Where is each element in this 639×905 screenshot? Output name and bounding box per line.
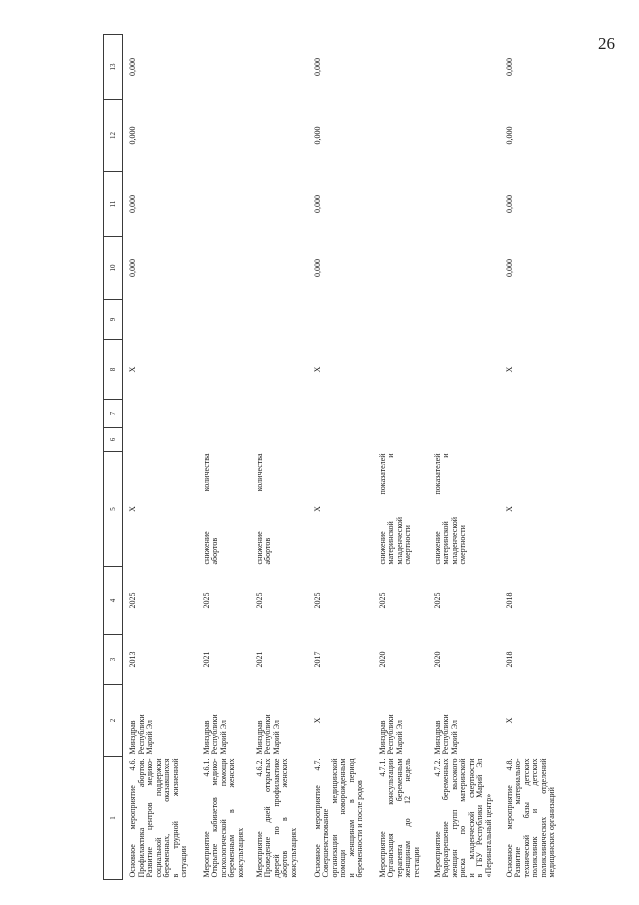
table-row	[308, 35, 373, 880]
table-cell-col-11: 0,000	[312, 195, 322, 213]
cell-line: Минздрав	[128, 720, 137, 755]
table-cell-col-4: 2025	[254, 592, 264, 609]
measures-table-wrapper	[103, 35, 588, 880]
table-cell-col-1	[197, 757, 250, 880]
cell-line: Минздрав	[377, 720, 387, 755]
table-cell-col-1	[500, 757, 590, 880]
cell-line: Марий Эл	[145, 720, 154, 755]
table-cell-col-9	[373, 300, 428, 340]
column-number-8: 8	[104, 340, 123, 400]
cell-line: социальной поддержки	[153, 758, 163, 878]
column-number-1: 1	[104, 757, 123, 880]
table-cell-col-11: 0,000	[128, 195, 137, 213]
table-cell-col-12	[250, 100, 308, 172]
table-cell-col-12	[197, 100, 250, 172]
table-row	[250, 35, 308, 880]
column-number-12: 12	[104, 100, 123, 172]
cell-line: риска по материнской	[458, 758, 467, 878]
table-cell-col-4: 2025	[377, 592, 387, 609]
cell-line: снижение показателей	[432, 453, 442, 565]
cell-line: дверей по профилактике	[271, 758, 281, 878]
cell-line: «Перинатальный центр»	[483, 793, 493, 878]
table-cell-col-13: 0,000	[312, 58, 322, 76]
cell-line: Основное мероприятие 4.8.	[504, 758, 514, 878]
table-cell-col-12: 0,000	[312, 126, 322, 145]
column-number-9: 9	[104, 300, 123, 340]
column-number-10: 10	[104, 237, 123, 300]
table-cell-col-2	[373, 685, 428, 757]
table-row	[428, 35, 500, 880]
table-cell-col-1	[123, 757, 197, 880]
cell-line: беременности и после родов	[355, 780, 364, 878]
cell-line: материнской и	[386, 453, 395, 565]
table-cell-col-2	[123, 685, 197, 757]
table-cell-col-10	[197, 237, 250, 300]
cell-line: Минздрав	[201, 720, 211, 755]
table-cell-col-7	[500, 400, 590, 428]
cell-line: абортов	[263, 537, 272, 565]
table-row	[500, 35, 590, 880]
cell-line: помощи новорожденным	[338, 758, 347, 878]
table-cell-col-10	[250, 237, 308, 300]
column-number-4: 4	[104, 567, 123, 635]
cell-line: Развитие материально-	[513, 758, 522, 878]
table-cell-col-3: 2020	[377, 651, 387, 668]
cell-line: Мероприятие 4.7.1.	[377, 758, 387, 878]
column-number-11: 11	[104, 172, 123, 237]
cell-line: Республики	[210, 714, 219, 755]
table-cell-col-5: X	[504, 506, 514, 512]
cell-line: Республики	[136, 714, 146, 755]
column-number-7: 7	[104, 400, 123, 428]
cell-line: снижение количества	[201, 453, 211, 565]
table-cell-col-10	[428, 237, 500, 300]
column-number-row	[104, 35, 123, 880]
table-cell-col-12: 0,000	[128, 126, 137, 145]
cell-line: Мероприятие 4.6.2.	[254, 758, 264, 878]
table-row	[373, 35, 428, 880]
cell-line: беременным в женских	[227, 758, 236, 878]
cell-line: снижение показателей	[377, 453, 387, 565]
table-cell-col-8: X	[312, 366, 322, 373]
cell-line: консультациях	[288, 827, 298, 878]
cell-line: психологической помощи	[218, 758, 228, 878]
table-cell-col-3: 2018	[504, 651, 514, 668]
table-row	[197, 35, 250, 880]
table-cell-col-5	[197, 452, 250, 567]
cell-line: ситуации	[179, 845, 188, 878]
table-cell-col-7	[197, 400, 250, 428]
cell-line: Республики	[441, 714, 450, 755]
cell-line: Профилактика абортов.	[136, 758, 146, 878]
table-cell-col-11	[197, 172, 250, 237]
table-cell-col-6	[500, 428, 590, 452]
cell-line: Основное мероприятие 4.6.	[128, 758, 137, 878]
table-cell-col-3: 2021	[254, 651, 264, 668]
cell-line: Совершенствование	[321, 808, 330, 878]
table-cell-col-7	[428, 400, 500, 428]
table-cell-col-10: 0,000	[504, 259, 514, 277]
cell-line: абортов	[210, 537, 219, 565]
table-cell-col-3: 2017	[312, 651, 322, 668]
table-cell-col-5	[250, 452, 308, 567]
cell-line: организации медицинской	[329, 758, 339, 878]
table-row	[123, 35, 197, 880]
cell-line: снижение количества	[254, 453, 264, 565]
table-cell-col-12	[428, 100, 500, 172]
table-cell-col-1	[250, 757, 308, 880]
table-cell-col-11	[250, 172, 308, 237]
cell-line: и младенческой смертности	[466, 758, 476, 878]
cell-line: смертности	[403, 525, 412, 565]
column-number-3: 3	[104, 635, 123, 685]
table-cell-col-11	[428, 172, 500, 237]
table-cell-col-6	[428, 428, 500, 452]
cell-line: Открытие кабинетов медико-	[210, 758, 219, 878]
table-cell-col-1	[428, 757, 500, 880]
table-cell-col-13	[250, 35, 308, 100]
table-cell-col-6	[197, 428, 250, 452]
table-cell-col-12	[373, 100, 428, 172]
column-number-6: 6	[104, 428, 123, 452]
cell-line: медицинских организаций	[547, 787, 556, 878]
cell-line: Минздрав	[432, 720, 442, 755]
cell-line: Проведение дней открытых	[263, 758, 272, 878]
cell-line: абортов в женских	[280, 758, 289, 878]
table-cell-col-10: 0,000	[312, 259, 322, 277]
cell-line: и женщинам в период	[346, 758, 356, 878]
measures-table	[103, 34, 590, 880]
cell-line: Марий Эл	[271, 720, 281, 755]
table-cell-col-8: X	[504, 366, 514, 373]
table-cell-col-13	[373, 35, 428, 100]
table-cell-col-11	[373, 172, 428, 237]
table-cell-col-4: 2025	[432, 592, 442, 609]
cell-line: поликлинических отделений	[538, 758, 548, 878]
table-cell-col-3: 2020	[432, 651, 442, 668]
table-cell-col-6	[123, 428, 197, 452]
table-cell-col-9	[197, 300, 250, 340]
table-cell-col-13: 0,000	[504, 58, 514, 76]
cell-line: Марий Эл	[394, 720, 404, 755]
table-cell-col-5	[428, 452, 500, 567]
cell-line: в ГБУ Республики Марий Эл	[475, 758, 484, 878]
cell-line: материнской и	[441, 453, 450, 565]
table-cell-col-7	[308, 400, 373, 428]
table-cell-col-10: 0,000	[128, 259, 137, 277]
cell-line: Организация консультации	[386, 758, 395, 878]
cell-line: Республики	[386, 714, 395, 755]
table-cell-col-13	[197, 35, 250, 100]
cell-line: технической базы детских	[521, 758, 531, 878]
table-cell-col-2	[197, 685, 250, 757]
cell-line: Основное мероприятие 4.7.	[312, 758, 322, 878]
cell-line: Марий Эл	[218, 720, 228, 755]
cell-line: младенческой	[449, 516, 459, 565]
table-cell-col-12: 0,000	[504, 126, 514, 145]
table-cell-col-1	[308, 757, 373, 880]
table-cell-col-2: X	[504, 717, 514, 724]
cell-line: младенческой	[394, 516, 404, 565]
cell-line: Мероприятие 4.6.1.	[201, 758, 211, 878]
table-cell-col-4: 2018	[504, 592, 514, 609]
cell-line: терапевта беременным	[394, 758, 404, 878]
table-cell-col-8: X	[128, 366, 137, 373]
table-cell-col-8	[250, 340, 308, 400]
table-cell-col-5	[373, 452, 428, 567]
table-cell-col-13	[428, 35, 500, 100]
table-cell-col-6	[373, 428, 428, 452]
column-number-2: 2	[104, 685, 123, 757]
table-cell-col-4: 2025	[128, 592, 137, 609]
table-cell-col-9	[308, 300, 373, 340]
cell-line: в трудной жизненной	[170, 758, 180, 878]
table-cell-col-13: 0,000	[128, 58, 137, 76]
table-cell-col-6	[308, 428, 373, 452]
table-cell-col-2	[428, 685, 500, 757]
page-number: 26	[598, 34, 615, 53]
cell-line: Мероприятие 4.7.2.	[432, 758, 442, 878]
cell-line: Марий Эл	[449, 720, 459, 755]
cell-line: Республики	[263, 714, 272, 755]
column-number-13: 13	[104, 35, 123, 100]
cell-line: Развитие центров медико-	[145, 758, 154, 878]
table-cell-col-7	[250, 400, 308, 428]
cell-line: поликлиник и детских	[530, 758, 539, 878]
table-cell-col-2	[250, 685, 308, 757]
table-header	[104, 35, 123, 880]
cell-line: Родоразрешение беременных	[441, 758, 450, 878]
table-cell-col-6	[250, 428, 308, 452]
table-cell-col-4: 2025	[201, 592, 211, 609]
table-cell-col-5: X	[312, 506, 322, 512]
table-cell-col-7	[123, 400, 197, 428]
table-cell-col-8	[373, 340, 428, 400]
table-cell-col-11: 0,000	[504, 195, 514, 213]
table-cell-col-9	[428, 300, 500, 340]
table-cell-col-9	[250, 300, 308, 340]
cell-line: беременных, оказавшихся	[162, 758, 171, 878]
cell-line: женщинам до 12 недель	[403, 758, 412, 878]
table-cell-col-4: 2025	[312, 592, 322, 609]
table-cell-col-8	[197, 340, 250, 400]
table-cell-col-10	[373, 237, 428, 300]
table-cell-col-9	[123, 300, 197, 340]
table-cell-col-5: X	[128, 506, 137, 512]
table-cell-col-9	[500, 300, 590, 340]
cell-line: Минздрав	[254, 720, 264, 755]
table-body	[123, 35, 590, 880]
cell-line: консультациях	[235, 827, 245, 878]
cell-line: гестации	[411, 847, 421, 878]
cell-line: смертности	[458, 525, 467, 565]
cell-line: женщин групп высокого	[449, 758, 459, 878]
table-cell-col-3: 2021	[201, 651, 211, 668]
column-number-5: 5	[104, 452, 123, 567]
table-cell-col-1	[373, 757, 428, 880]
table-cell-col-8	[428, 340, 500, 400]
table-cell-col-2: X	[312, 717, 322, 724]
table-cell-col-7	[373, 400, 428, 428]
table-cell-col-3: 2013	[128, 651, 137, 668]
